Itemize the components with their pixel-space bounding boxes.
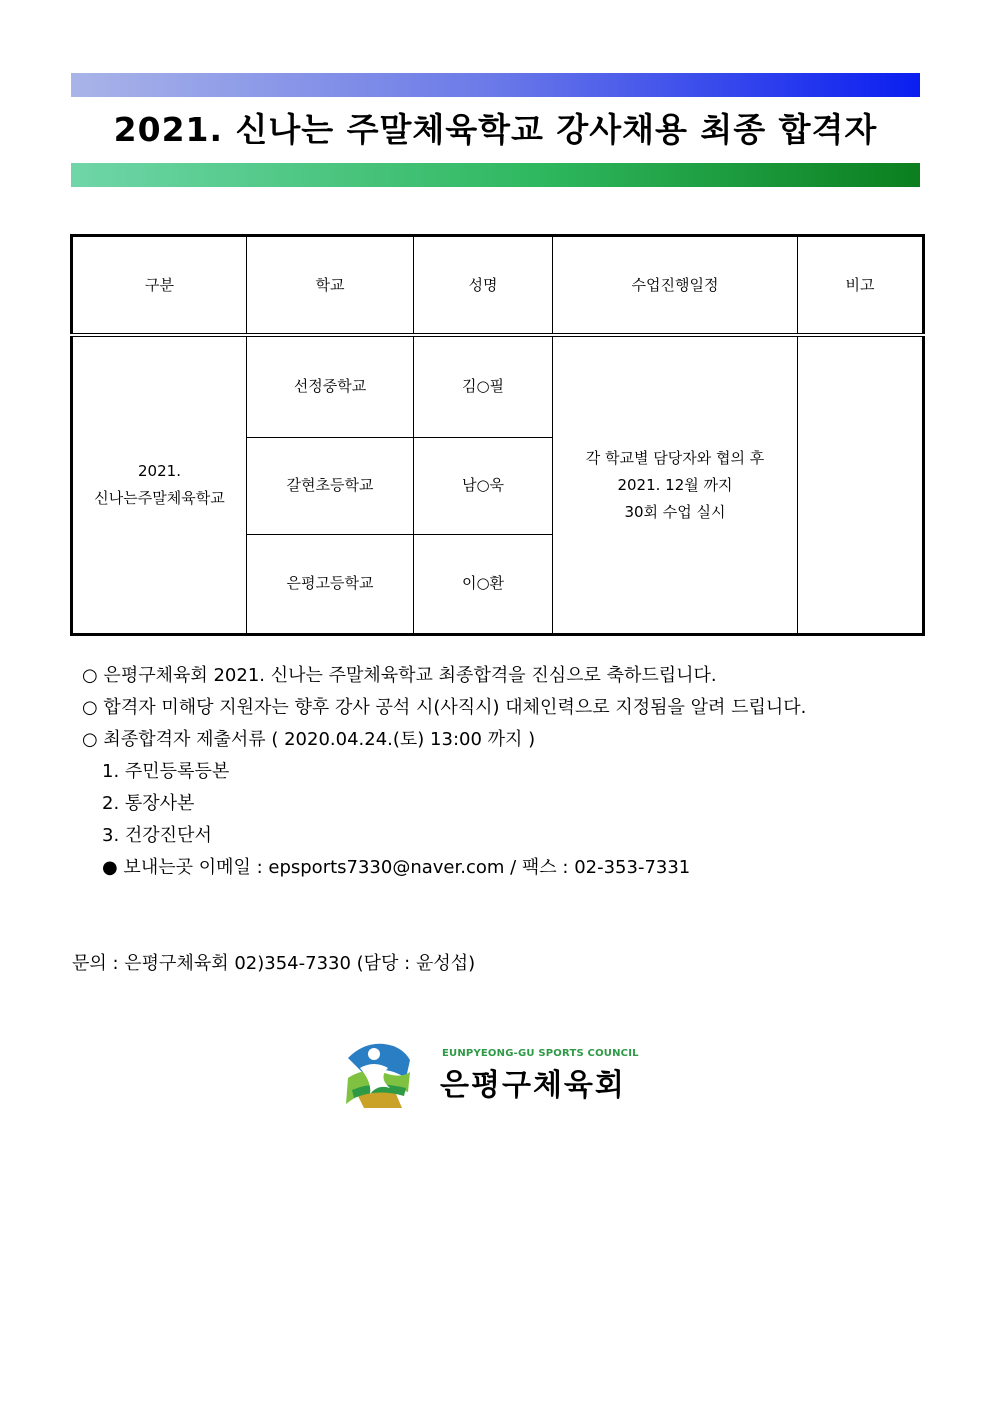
schedule-line1: 각 학교별 담당자와 협의 후 xyxy=(585,448,765,467)
header-green-bar xyxy=(71,163,920,187)
page-title: 2021. 신나는 주말체육학교 강사채용 최종 합격자 xyxy=(113,110,878,149)
school-cell: 선정중학교 xyxy=(247,335,414,437)
note-congratulations: ○ 은평구체육회 2021. 신나는 주말체육학교 최종합격을 진심으로 축하드립니다. xyxy=(82,665,717,686)
results-table xyxy=(70,234,925,636)
category-line1: 2021. xyxy=(138,462,181,480)
name-cell: 이○환 xyxy=(414,534,553,634)
schedule-line3: 30회 수업 실시 xyxy=(624,502,726,521)
logo-korean-text: 은평구체육회 xyxy=(440,1068,626,1103)
header-name: 성명 xyxy=(414,236,553,336)
header-remark: 비고 xyxy=(798,236,924,336)
schedule-cell xyxy=(553,335,798,635)
contact-info: 문의 : 은평구체육회 02)354-7330 (담당 : 윤성섭) xyxy=(72,953,476,974)
document-item: 2. 통장사본 xyxy=(102,793,195,814)
council-emblem-icon xyxy=(344,1038,414,1110)
remark-cell xyxy=(798,335,924,635)
note-documents: ○ 최종합격자 제출서류 ( 2020.04.24.(토) 13:00 까지 ) xyxy=(82,729,536,750)
logo-english-text: EUNPYEONG-GU SPORTS COUNCIL xyxy=(442,1048,639,1059)
header-schedule: 수업진행일정 xyxy=(553,236,798,336)
header-blue-bar xyxy=(71,73,920,97)
council-logo xyxy=(344,1036,639,1116)
document-item: 3. 건강진단서 xyxy=(102,825,212,846)
school-cell: 은평고등학교 xyxy=(247,534,414,634)
header-category: 구분 xyxy=(72,236,247,336)
note-replacement: ○ 합격자 미해당 지원자는 향후 강사 공석 시(사직시) 대체인력으로 지정됨을 알려 드립니다. xyxy=(82,697,807,718)
header-school: 학교 xyxy=(247,236,414,336)
schedule-line2: 2021. 12월 까지 xyxy=(617,475,733,494)
table-row xyxy=(72,335,924,437)
school-cell: 갈현초등학교 xyxy=(247,437,414,534)
category-cell xyxy=(72,335,247,635)
category-line2: 신나는주말체육학교 xyxy=(94,489,225,507)
document-item: 1. 주민등록등본 xyxy=(102,761,230,782)
notes-section xyxy=(82,660,806,884)
name-cell: 남○욱 xyxy=(414,437,553,534)
table-header-row xyxy=(72,236,924,336)
name-cell: 김○필 xyxy=(414,335,553,437)
send-info: ● 보내는곳 이메일 : epsports7330@naver.com / 팩스 : 02-353-7331 xyxy=(102,857,691,878)
